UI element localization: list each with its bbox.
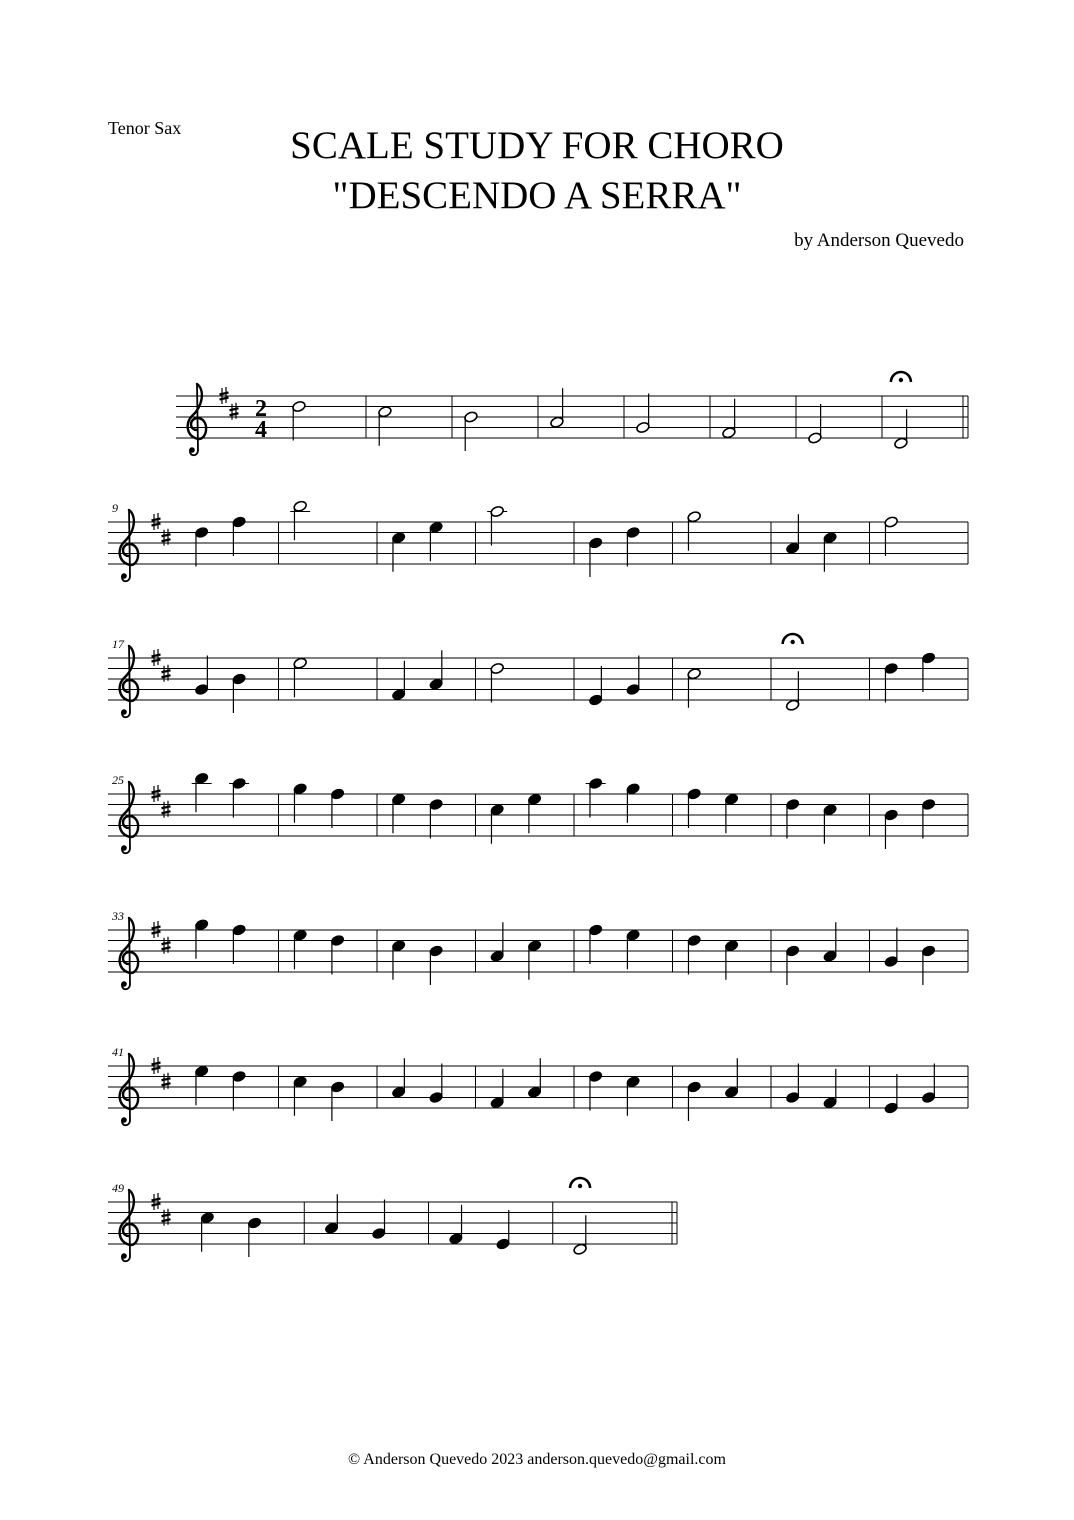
measure — [588, 526, 640, 577]
note — [371, 1200, 386, 1240]
measure — [588, 1070, 640, 1116]
note — [636, 394, 651, 434]
note — [194, 918, 209, 958]
measure — [192, 772, 249, 818]
note — [823, 531, 838, 571]
note — [884, 516, 899, 556]
measure — [194, 1065, 246, 1111]
staff-system — [108, 909, 968, 989]
measure — [550, 388, 565, 428]
measure — [194, 918, 246, 964]
measure — [687, 510, 702, 550]
instrument-label: Tenor Sax — [108, 118, 182, 138]
note — [586, 777, 606, 817]
note — [429, 945, 444, 985]
title-line-1: SCALE STUDY FOR CHORO — [290, 124, 784, 167]
note — [192, 772, 212, 812]
staff-system — [176, 372, 968, 455]
note — [194, 526, 209, 566]
note — [232, 1070, 247, 1110]
note — [293, 929, 308, 969]
note — [921, 798, 936, 838]
measure — [785, 1064, 837, 1110]
note — [490, 1069, 505, 1109]
note — [194, 656, 209, 696]
measure — [588, 656, 640, 707]
note — [823, 803, 838, 843]
note — [626, 929, 641, 969]
note — [724, 793, 739, 833]
note — [884, 928, 899, 968]
measure — [722, 399, 737, 439]
note — [464, 411, 479, 451]
fermata-icon — [570, 1178, 590, 1188]
measure — [586, 777, 641, 823]
note — [229, 777, 249, 817]
treble-clef-icon — [188, 384, 206, 455]
note — [921, 1064, 936, 1104]
measure — [391, 939, 443, 985]
note — [588, 1070, 603, 1110]
treble-clef-icon — [120, 782, 138, 853]
note — [429, 650, 444, 690]
treble-clef-icon — [120, 510, 138, 581]
measure — [884, 1064, 936, 1115]
note — [232, 516, 247, 556]
note — [527, 939, 542, 979]
measure — [687, 934, 739, 980]
title-line-2: "DESCENDO A SERRA" — [332, 174, 742, 217]
note — [490, 922, 505, 962]
measure — [200, 1211, 262, 1257]
measure — [448, 1205, 510, 1251]
note — [823, 922, 838, 962]
measure — [808, 404, 823, 444]
measure — [588, 924, 640, 970]
note — [884, 662, 899, 702]
treble-clef-icon — [120, 646, 138, 717]
copyright-footer: © Anderson Quevedo 2023 anderson.quevedo@gmail.com — [348, 1451, 726, 1468]
measure — [378, 405, 393, 445]
note — [626, 656, 641, 696]
note — [808, 404, 823, 444]
note — [921, 945, 936, 985]
note — [293, 782, 308, 822]
note — [429, 1064, 444, 1104]
note — [292, 400, 307, 440]
note — [687, 1081, 702, 1121]
staff-system — [108, 500, 968, 581]
measure — [884, 928, 936, 986]
note — [496, 1210, 511, 1250]
note — [429, 798, 444, 838]
staff-system — [108, 1178, 677, 1261]
measure — [490, 662, 505, 702]
note — [884, 1074, 899, 1114]
time-signature-numerator: 2 — [255, 396, 267, 422]
measure — [290, 500, 310, 540]
measure-number: 25 — [112, 773, 124, 787]
note — [687, 667, 702, 707]
measure — [884, 652, 936, 703]
measure — [391, 793, 443, 839]
measure-number: 17 — [112, 637, 124, 651]
note — [293, 657, 308, 697]
note — [448, 1205, 463, 1245]
note — [290, 500, 310, 540]
treble-clef-icon — [120, 918, 138, 989]
measure — [785, 922, 837, 985]
fermata-icon — [783, 634, 803, 644]
note — [884, 809, 899, 849]
note — [785, 1064, 800, 1104]
treble-clef-icon — [120, 1054, 138, 1125]
note — [490, 803, 505, 843]
note — [687, 510, 702, 550]
note — [391, 939, 406, 979]
measure — [687, 1058, 739, 1121]
note — [626, 782, 641, 822]
measure-number: 33 — [112, 909, 124, 923]
measure — [194, 516, 246, 567]
note — [232, 924, 247, 964]
note — [200, 1211, 215, 1251]
note — [687, 934, 702, 974]
measure-number: 9 — [112, 501, 118, 515]
measure — [293, 657, 308, 697]
note — [588, 924, 603, 964]
measure — [687, 788, 739, 834]
note — [626, 526, 641, 566]
composer-credit: by Anderson Quevedo — [794, 230, 964, 251]
note — [330, 1081, 345, 1121]
measure — [687, 667, 702, 707]
measure — [293, 1075, 345, 1121]
note — [588, 666, 603, 706]
note — [527, 793, 542, 833]
note — [527, 1058, 542, 1098]
note — [487, 505, 507, 545]
note — [194, 1065, 209, 1105]
measure — [636, 394, 651, 434]
note — [391, 793, 406, 833]
note — [330, 934, 345, 974]
measure — [884, 798, 936, 849]
measure — [293, 929, 345, 975]
note — [324, 1194, 339, 1234]
staff-system — [108, 1045, 968, 1125]
staff-system — [108, 772, 968, 853]
note — [823, 1069, 838, 1109]
note — [247, 1217, 262, 1257]
note — [391, 531, 406, 571]
treble-clef-icon — [120, 1190, 138, 1261]
note — [724, 939, 739, 979]
note — [588, 537, 603, 577]
measure — [487, 505, 507, 545]
fermata-icon — [891, 372, 911, 382]
note — [391, 1058, 406, 1098]
note — [921, 652, 936, 692]
measure-number: 41 — [112, 1045, 124, 1059]
note — [785, 945, 800, 985]
time-signature-denominator: 4 — [255, 417, 267, 443]
note — [378, 405, 393, 445]
note — [785, 798, 800, 838]
note — [550, 388, 565, 428]
note — [724, 1058, 739, 1098]
note — [330, 788, 345, 828]
measure — [884, 516, 899, 556]
note — [722, 399, 737, 439]
measure — [293, 782, 345, 828]
note — [687, 788, 702, 828]
note — [785, 514, 800, 554]
note — [429, 521, 444, 561]
staff-system — [108, 634, 968, 717]
measure-number: 49 — [112, 1181, 124, 1195]
measure — [194, 656, 246, 714]
note — [293, 1075, 308, 1115]
measure — [785, 798, 837, 844]
measure — [464, 411, 479, 451]
note — [232, 673, 247, 713]
measure — [292, 400, 307, 440]
note — [626, 1075, 641, 1115]
note — [490, 662, 505, 702]
measure — [324, 1194, 386, 1240]
measure — [391, 1058, 443, 1104]
note — [391, 661, 406, 701]
